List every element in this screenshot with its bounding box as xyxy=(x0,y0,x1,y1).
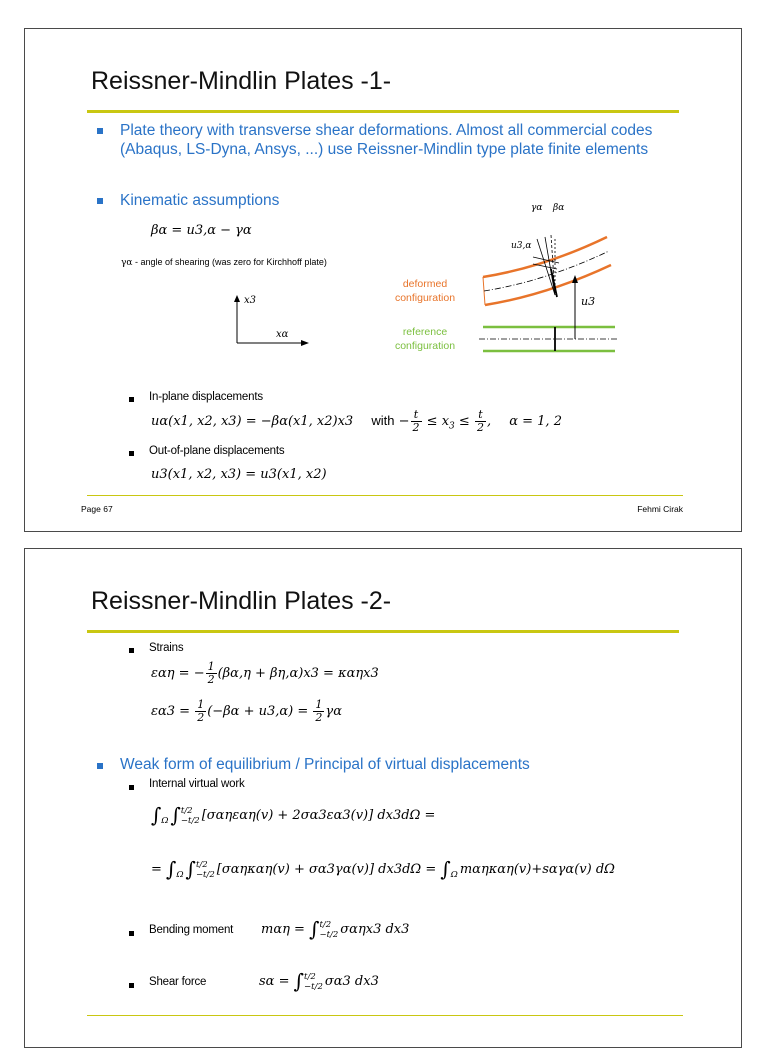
axis-label-x3: x3 xyxy=(244,295,257,306)
gamma-note xyxy=(121,257,327,268)
bullet-kinematic-assumptions: Kinematic assumptions xyxy=(120,192,280,209)
axis-label-xalpha: xα xyxy=(276,329,289,340)
bullet-marker xyxy=(97,128,103,134)
frac-den: 2 xyxy=(207,673,215,686)
sub-bullet-marker xyxy=(129,397,134,402)
fig-label-u3alpha: u3,α xyxy=(511,241,532,251)
title-underline xyxy=(87,110,679,113)
equation-work2-rhs: mαηκαη(v)+sαγα(v) dΩ xyxy=(459,862,615,877)
equation-inplane-alpha: α = 1, 2 xyxy=(509,414,562,429)
equation-strain1-lhs: εαη = − xyxy=(151,666,205,681)
slide-page-68 xyxy=(24,548,742,1048)
equation-virtual-work-1: ∫ Ω ∫ t/2 −t/2 [σαηεαη(v) + 2σα3εα3(v)] dx3dΩ = xyxy=(151,803,436,827)
equation-strain2-rhs: γα xyxy=(325,704,342,719)
slide-title: Reissner-Mindlin Plates -2- xyxy=(91,587,392,615)
in-plane-displacements-label: In-plane displacements xyxy=(149,391,263,403)
equation-shear-force: sα = ∫ t/2 −t/2 σα3 dx3 xyxy=(259,969,379,993)
bullet-marker xyxy=(97,763,103,769)
equation-inplane-lhs: uα(x1, x2, x3) = −βα(x1, x2)x3 xyxy=(151,414,354,429)
title-underline xyxy=(87,630,679,633)
equation-shear-lhs: sα = xyxy=(259,974,290,989)
sub-bullet-marker xyxy=(129,983,134,988)
equation-beta: βα = u3,α − γα xyxy=(151,223,252,238)
footer-page-number: Page 67 xyxy=(81,504,113,514)
reference-configuration-label: reference configuration xyxy=(394,326,456,352)
footer-rule xyxy=(87,495,683,496)
fig-label-gamma: γα xyxy=(531,203,543,213)
internal-virtual-work-label: Internal virtual work xyxy=(149,778,245,790)
equation-shear-rhs: σα3 dx3 xyxy=(324,974,379,989)
bullet-weak-form: Weak form of equilibrium / Principal of virtual displacements xyxy=(120,756,530,773)
equation-virtual-work-2: = ∫ Ω ∫ t/2 −t/2 [σαηκαη(v) + σα3γα(v)] dx3dΩ = ∫ Ω mαηκαη(v)+sαγα(v) dΩ xyxy=(151,857,615,881)
sub-bullet-marker xyxy=(129,451,134,456)
deformed-configuration-label: deformed configuration xyxy=(394,278,456,304)
footer-rule xyxy=(87,1015,683,1016)
equation-work1-body: [σαηεαη(v) + 2σα3εα3(v)] dx3dΩ = xyxy=(201,808,436,823)
equation-bending-lhs: mαη = xyxy=(261,922,305,937)
shear-force-label: Shear force xyxy=(149,976,207,988)
bullet-marker xyxy=(97,198,103,204)
gamma-symbol: γα xyxy=(121,258,133,268)
equation-bending-rhs: σαηx3 dx3 xyxy=(340,922,410,937)
bending-moment-label: Bending moment xyxy=(149,924,234,936)
plate-deformation-diagram xyxy=(475,199,635,359)
frac-num: 1 xyxy=(207,660,215,673)
equation-strain-shear: εα3 = $\frac{1}{2}$ (−βα + u3,α) = $\frac{1}{2}$ γα xyxy=(151,698,342,724)
bullet-plate-theory: Plate theory with transverse shear deformations. Almost all commercial codes (Abaqus, LS-Dyna, Ansys, ...) use Reissner-Mindlin type plate finite elements xyxy=(120,122,653,158)
slide-page-67 xyxy=(24,28,742,532)
equation-inplane-with: with xyxy=(371,413,395,428)
equation-work2-body: [σαηκαη(v) + σα3γα(v)] dx3dΩ = xyxy=(216,862,437,877)
footer-author: Fehmi Cirak xyxy=(637,504,683,514)
sub-bullet-marker xyxy=(129,648,134,653)
equation-strain2-lhs: εα3 = xyxy=(151,704,191,719)
equation-outplane: u3(x1, x2, x3) = u3(x1, x2) xyxy=(151,467,327,482)
slide-title: Reissner-Mindlin Plates -1- xyxy=(91,67,392,95)
strains-label: Strains xyxy=(149,642,184,654)
equation-strain1-rhs: (βα,η + βη,α)x3 = καηx3 xyxy=(217,666,379,681)
gamma-note-text: - angle of shearing (was zero for Kirchhoff plate) xyxy=(132,257,327,267)
sub-bullet-marker xyxy=(129,785,134,790)
equation-bending-moment: mαη = ∫ t/2 −t/2 σαηx3 dx3 xyxy=(261,917,410,941)
sub-bullet-marker xyxy=(129,931,134,936)
equation-strain2-mid: (−βα + u3,α) = xyxy=(207,704,309,719)
fig-label-beta: βα xyxy=(553,203,565,213)
fig-label-u3: u3 xyxy=(581,295,596,308)
equation-inplane: uα(x1, x2, x3) = −βα(x1, x2)x3 with − $\frac{t}{2}$ ≤ $x_3$ ≤ $\frac{t}{2}$ , α = 1, 2 xyxy=(151,408,562,434)
equation-strain-bending xyxy=(151,661,379,686)
out-of-plane-displacements-label: Out-of-plane displacements xyxy=(149,445,285,457)
coordinate-axes xyxy=(225,291,325,351)
